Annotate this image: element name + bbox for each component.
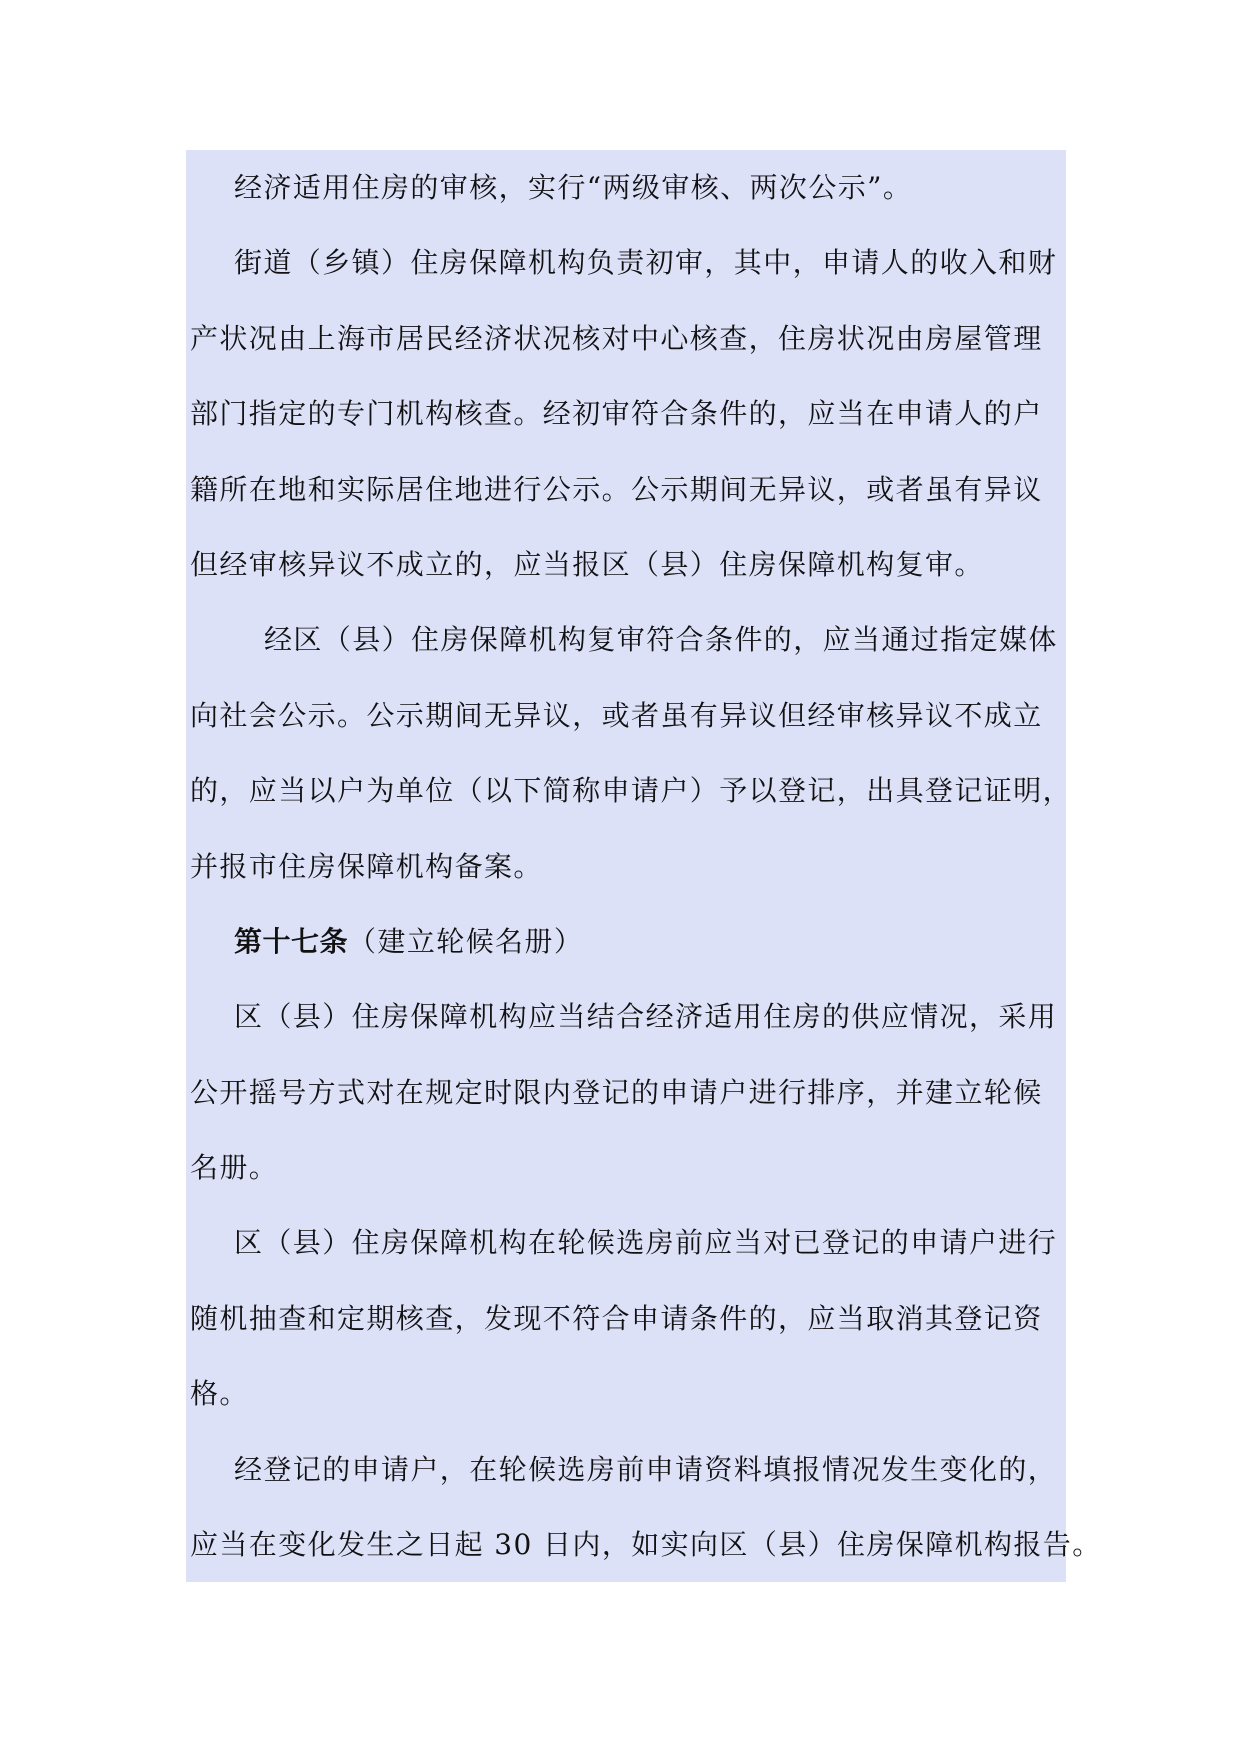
- paragraph-line: 部门指定的专门机构核查。经初审符合条件的，应当在申请人的户: [190, 397, 1043, 431]
- paragraph-line: 向社会公示。公示期间无异议，或者虽有异议但经审核异议不成立: [190, 698, 1043, 732]
- article-heading: [190, 904, 1070, 979]
- paragraph-line: 街道（乡镇）住房保障机构负责初审，其中，申请人的收入和财: [234, 246, 1058, 280]
- paragraph-line: 但经审核异议不成立的，应当报区（县）住房保障机构复审。: [190, 547, 984, 581]
- paragraph-line: 并报市住房保障机构备案。: [190, 849, 543, 883]
- paragraph-line: 籍所在地和实际居住地进行公示。公示期间无异议，或者虽有异议: [190, 472, 1043, 506]
- paragraph-line: 区（县）住房保障机构在轮候选房前应当对已登记的申请户进行: [234, 1226, 1058, 1260]
- paragraph-line: 名册。: [190, 1151, 279, 1185]
- paragraph-line: 随机抽查和定期核查，发现不符合申请条件的，应当取消其登记资: [190, 1301, 1043, 1335]
- article-title: （建立轮候名册）: [348, 924, 584, 958]
- paragraph-line: 经济适用住房的审核，实行“两级审核、两次公示”。: [234, 171, 913, 204]
- paragraph-line: 格。: [190, 1377, 249, 1411]
- paragraph-line: 应当在变化发生之日起 30 日内，如实向区（县）住房保障机构报告。: [190, 1528, 1102, 1562]
- document-body: [190, 150, 1102, 1582]
- paragraph-line: 的，应当以户为单位（以下简称申请户）予以登记，出具登记证明，: [190, 774, 1073, 808]
- paragraph-line: 经区（县）住房保障机构复审符合条件的，应当通过指定媒体: [264, 623, 1058, 657]
- paragraph-line: 公开摇号方式对在规定时限内登记的申请户进行排序，并建立轮候: [190, 1075, 1043, 1109]
- article-number: 第十七条: [234, 924, 349, 958]
- paragraph-line: 经登记的申请户，在轮候选房前申请资料填报情况发生变化的，: [234, 1452, 1058, 1486]
- paragraph-line: 区（县）住房保障机构应当结合经济适用住房的供应情况，采用: [234, 1000, 1058, 1034]
- paragraph-line: 产状况由上海市居民经济状况核对中心核查，住房状况由房屋管理: [190, 321, 1043, 355]
